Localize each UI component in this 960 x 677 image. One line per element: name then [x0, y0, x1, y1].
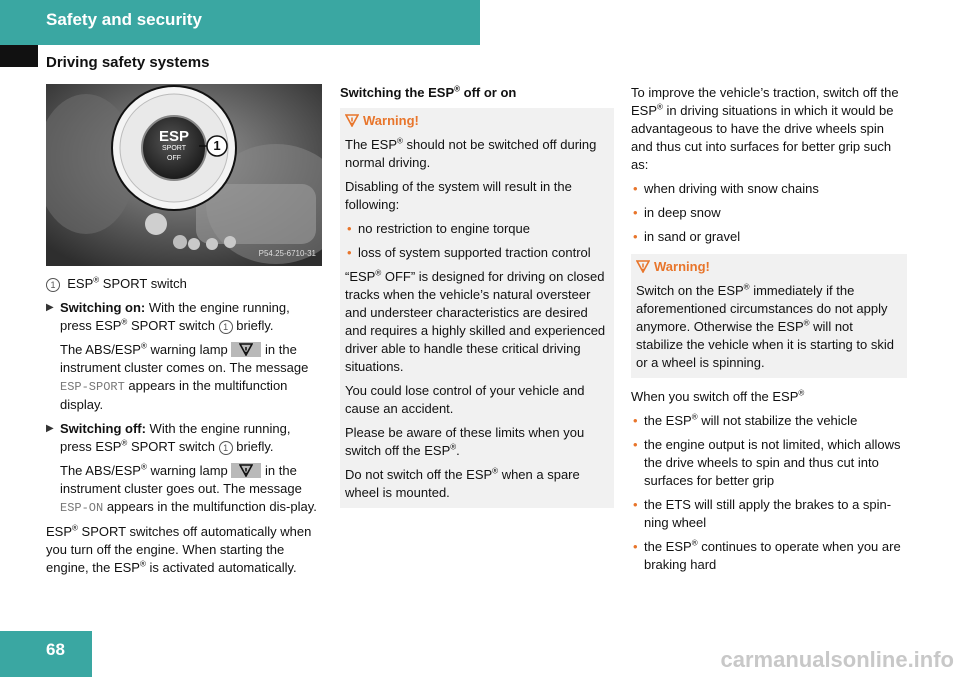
button-label-esp: ESP	[158, 128, 189, 145]
section-title: Driving safety systems	[46, 54, 210, 71]
switching-off-lamp: The ABS/ESP® warning lamp in the instrument cluster goes out. The message ESP-ON appears in the multifunction dis-play.	[60, 462, 317, 515]
list-item: • when driving with snow chains	[633, 181, 819, 196]
button-label-off: OFF	[167, 155, 181, 162]
message-esp-sport: ESP-SPORT	[60, 380, 125, 394]
warning-heading: Warning!	[345, 112, 608, 132]
watermark: carmanualsonline.info	[720, 647, 954, 672]
figure-caption: 1 ESP® SPORT switch	[46, 275, 322, 293]
list-item: • in sand or gravel	[633, 229, 741, 244]
page-number: 68	[46, 640, 65, 659]
warning-para-2: Disabling of the system will result in the following:	[345, 179, 572, 212]
auto-switch-note: ESP® SPORT switches off automatically when you turn off the engine. When starting the engine, the ESP® is activated automatically.	[46, 523, 312, 575]
list-item: • loss of system supported traction control	[347, 245, 591, 260]
warning-box	[631, 254, 907, 378]
warning-heading: Warning!	[636, 258, 901, 278]
list-item: • no restriction to engine torque	[347, 221, 530, 236]
subsection-heading: Switching the ESP® off or on	[340, 84, 517, 100]
chapter-title: Safety and security	[46, 10, 202, 29]
warning-para-3: “ESP® OFF” is designed for driving on closed tracks when the vehicle’s natural oversteer and understeer characteristics are desired and requires a highly skilled and experienced driver able to handle these critical driving situations.	[345, 268, 606, 374]
corner-marker	[0, 45, 38, 67]
column-left	[46, 84, 322, 583]
warning-triangle-icon	[345, 114, 359, 132]
page-number-tab	[0, 631, 92, 677]
switching-off-step: ▶ Switching off: With the engine running, press ESP® SPORT switch 1 briefly.	[46, 421, 291, 454]
list-item: • the engine output is not limited, which allows the drive wheels to spin and thus cut into surfaces for better grip	[633, 437, 901, 488]
list-item: • the ESP® continues to operate when you are braking hard	[633, 538, 901, 572]
list-item: • the ETS will still apply the brakes to a spin-ning wheel	[633, 497, 892, 530]
warning-text: Switch on the ESP® immediately if the aforementioned circumstances do not apply anymore. Otherwise the ESP® will not stabilize the vehicle when it is starting to skid or a wheel is spinning.	[636, 282, 894, 370]
message-esp-on: ESP-ON	[60, 501, 104, 515]
list-item: • the ESP® will not stabilize the vehicle	[633, 412, 858, 428]
switch-off-effects-intro: When you switch off the ESP®	[631, 388, 805, 404]
warning-para-4: You could lose control of your vehicle and cause an accident.	[345, 383, 585, 416]
warning-para-5: Please be aware of these limits when you switch off the ESP®.	[345, 425, 585, 458]
traction-intro: To improve the vehicle’s traction, switch off the ESP® in driving situations in which it would be advantageous to have the drive wheels spin and thus cut into surfaces for better grip such as:	[631, 85, 899, 172]
button-label-sport: SPORT	[162, 145, 186, 152]
warning-lamp-icon	[231, 342, 261, 357]
warning-lamp-icon	[231, 463, 261, 478]
arrow-right-icon: ▶	[46, 302, 54, 313]
chapter-header	[0, 0, 480, 45]
column-middle	[340, 84, 614, 508]
switching-on-step: ▶ Switching on: With the engine running, press ESP® SPORT switch 1 briefly.	[46, 300, 290, 333]
arrow-right-icon: ▶	[46, 423, 54, 434]
warning-para-1: The ESP® should not be switched off during normal driving.	[345, 136, 597, 170]
figure-callout: 1	[213, 138, 221, 153]
column-right	[631, 84, 907, 580]
switching-on-lamp: The ABS/ESP® warning lamp in the instrument cluster comes on. The message ESP-SPORT appears in the multifunction display.	[60, 341, 309, 412]
figure-code: P54.25-6710-31	[258, 249, 316, 258]
list-item: • in deep snow	[633, 205, 721, 220]
esp-switch-photo	[46, 84, 322, 266]
warning-box	[340, 108, 614, 508]
callout-number: 1	[46, 278, 60, 292]
warning-triangle-icon	[636, 260, 650, 278]
warning-para-6: Do not switch off the ESP® when a spare wheel is mounted.	[345, 466, 580, 500]
